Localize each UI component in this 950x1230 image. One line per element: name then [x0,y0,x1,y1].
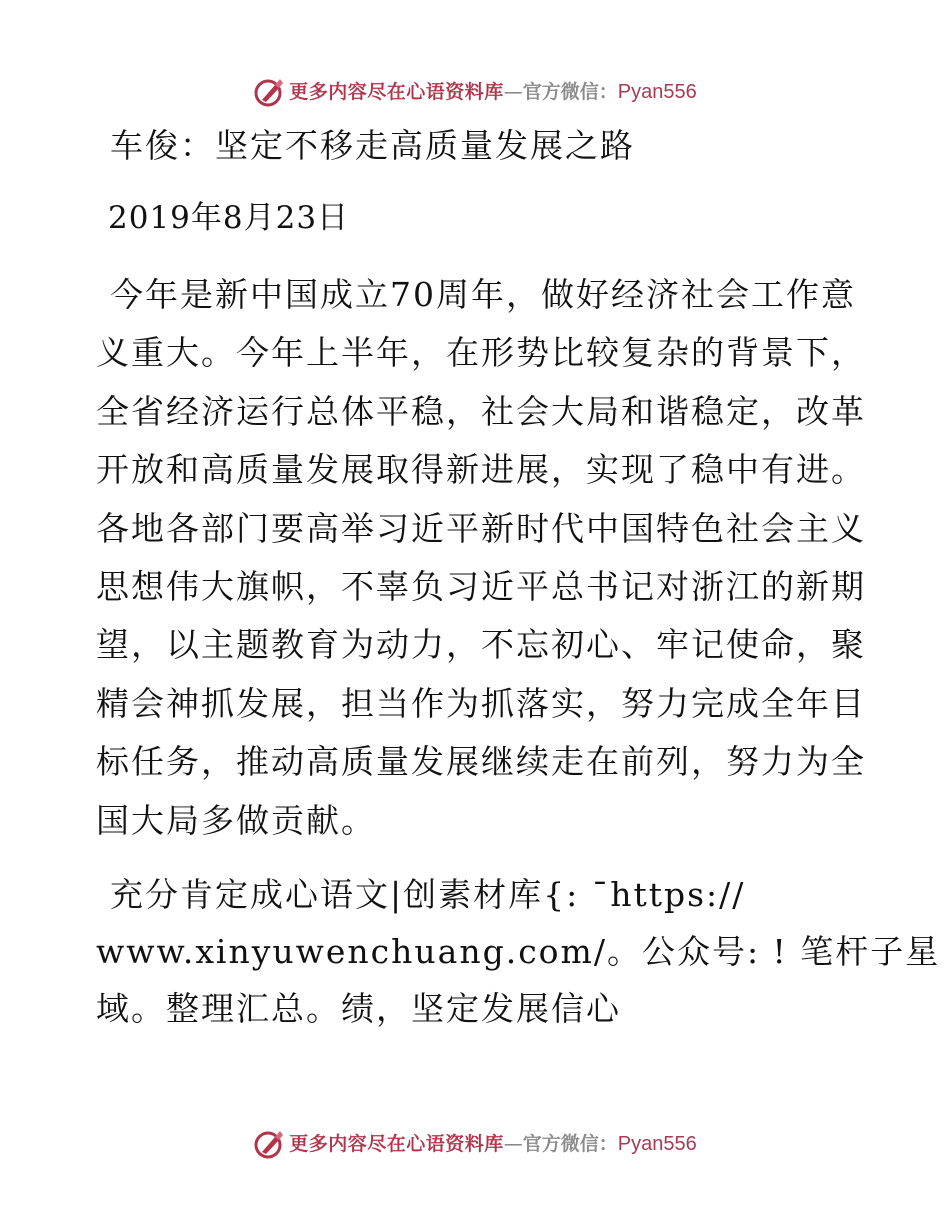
watermark-site-name: 更多内容尽在心语资料库 [289,1133,504,1155]
paragraph-line: 域。整理汇总。绩，坚定发展信心 [96,989,621,1028]
paragraph-line: 精会神抓发展，担当作为抓落实，努力完成全年目 [96,683,866,723]
paragraph-line: 国大局多做贡献。 [96,800,376,840]
watermark-site-name: 更多内容尽在心语资料库 [289,81,504,103]
article-paragraph-2 [96,866,941,1037]
paragraph-line: 思想伟大旗帜，不辜负习近平总书记对浙江的新期 [96,566,866,606]
pen-logo-icon [253,1128,285,1160]
paragraph-line: www.xinyuwenchuang.com/。公众号: ! 笔杆子星 [96,932,941,971]
paragraph-line: 全省经济运行总体平稳，社会大局和谐稳定，改革 [96,391,866,431]
paragraph-line: 望，以主题教育为动力，不忘初心、牢记使命，聚 [96,625,866,665]
watermark-separator: — [503,81,523,103]
paragraph-line: 义重大。今年上半年，在形势比较复杂的背景下， [96,333,866,373]
pen-logo-icon [253,76,285,108]
article-title: 车俊：坚定不移走高质量发展之路 [110,126,635,165]
paragraph-line: 各地各部门要高举习近平新时代中国特色社会主义 [96,508,866,548]
watermark-banner-top [0,76,950,108]
paragraph-line: 今年是新中国成立70周年，做好经济社会工作意 [110,275,856,314]
paragraph-line: 开放和高质量发展取得新进展，实现了稳中有进。 [96,450,866,490]
watermark-wechat-label: 官方微信： [522,81,618,103]
watermark-handle: Pyan556 [617,1133,697,1155]
watermark-banner-bottom [0,1128,950,1160]
article-date: 2019年8月23日 [108,200,350,236]
watermark-handle: Pyan556 [617,81,697,103]
paragraph-line: 充分肯定成心语文|创素材库{: ¯https:// [110,875,746,914]
watermark-wechat-label: 官方微信： [522,1133,618,1155]
paragraph-line: 标任务，推动高质量发展继续走在前列，努力为全 [96,742,866,782]
article-paragraph-1 [96,266,866,850]
watermark-separator: — [503,1133,523,1155]
